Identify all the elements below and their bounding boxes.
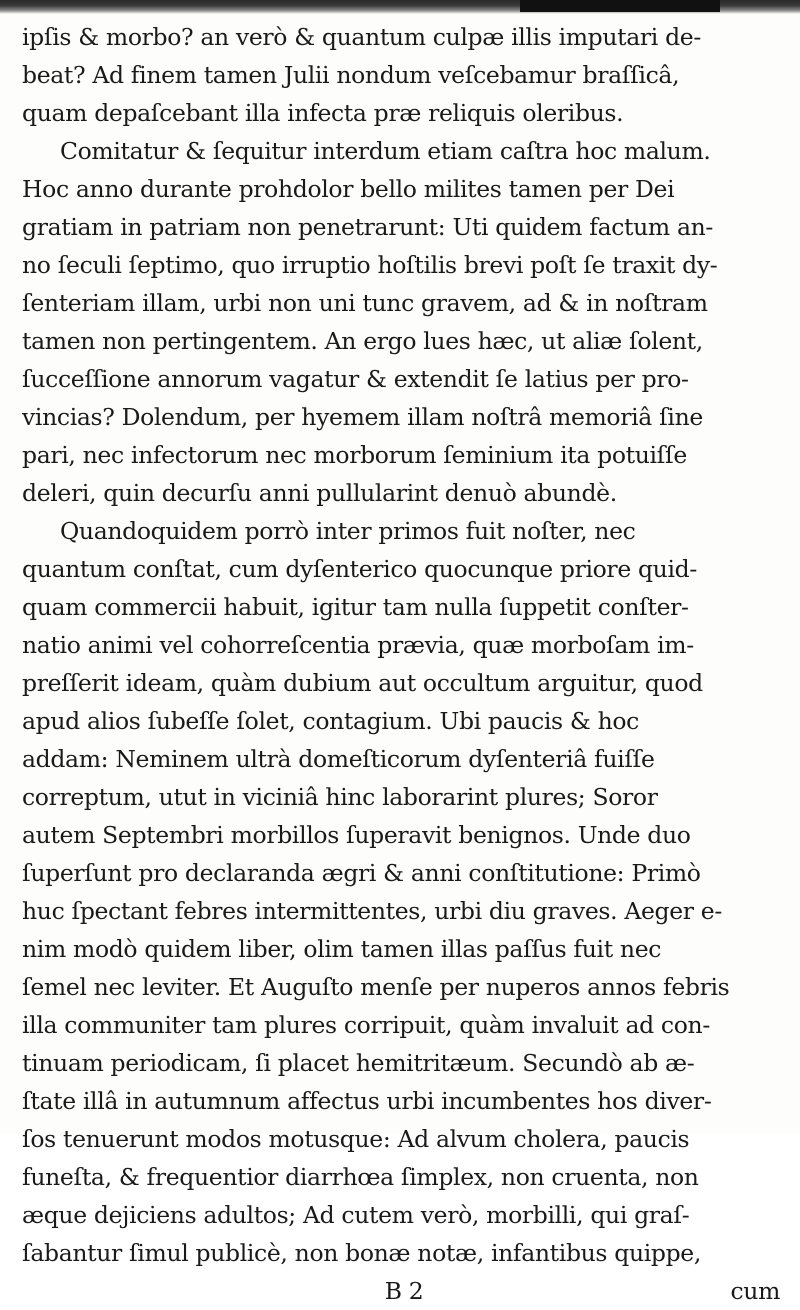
- text-line: ſenteriam illam, urbi non uni tunc gravem, ad & in noſtram: [22, 289, 708, 317]
- signature-mark: B 2: [384, 1277, 424, 1305]
- text-line: quantum conſtat, cum dyſenterico quocunque priore quid-: [22, 555, 697, 583]
- text-line: funeſta, & frequentior diarrhœa ſimplex, non cruenta, non: [22, 1163, 699, 1191]
- text-line: Quandoquidem porrò inter primos fuit noſter, nec: [60, 517, 636, 545]
- text-line: ſtate illâ in autumnum affectus urbi incumbentes hos diver-: [22, 1087, 712, 1115]
- text-line: ſuperſunt pro declaranda ægri & anni conſtitutione: Primò: [22, 859, 701, 887]
- text-line: tinuam periodicam, ſi placet hemitritæum. Secundò ab æ-: [22, 1049, 695, 1077]
- text-line: ipſis & morbo? an verò & quantum culpæ illis imputari de-: [22, 23, 701, 51]
- text-line: Hoc anno durante prohdolor bello milites tamen per Dei: [22, 175, 675, 203]
- text-line: gratiam in patriam non penetrarunt: Uti quidem factum an-: [22, 213, 714, 241]
- text-line: natio animi vel cohorreſcentia prævia, quæ morboſam im-: [22, 631, 694, 659]
- text-line: preſſerit ideam, quàm dubium aut occultum arguitur, quod: [22, 669, 703, 697]
- text-line: autem Septembri morbillos ſuperavit benignos. Unde duo: [22, 821, 691, 849]
- text-line: no ſeculi ſeptimo, quo irruptio hoſtilis brevi poſt ſe traxit dy-: [22, 251, 718, 279]
- text-line: beat? Ad finem tamen Julii nondum veſcebamur braſſicâ,: [22, 61, 680, 89]
- text-line: ſabantur ſimul publicè, non bonæ notæ, infantibus quippe,: [22, 1239, 701, 1267]
- text-line: quam commercii habuit, igitur tam nulla ſuppetit conſter-: [22, 593, 689, 621]
- text-line: huc ſpectant febres intermittentes, urbi diu graves. Aeger e-: [22, 897, 722, 925]
- text-line: nim modò quidem liber, olim tamen illas paſſus fuit nec: [22, 935, 662, 963]
- text-line: ſucceſſione annorum vagatur & extendit ſe latius per pro-: [22, 365, 689, 393]
- text-line: ſemel nec leviter. Et Auguſto menſe per nuperos annos febris: [22, 973, 730, 1001]
- text-line: ſos tenuerunt modos motusque: Ad alvum cholera, paucis: [22, 1125, 690, 1153]
- body-text: [22, 18, 792, 1310]
- text-line: addam: Neminem ultrà domeſticorum dyſenteriâ fuiſſe: [22, 745, 655, 773]
- text-line: illa communiter tam plures corripuit, quàm invaluit ad con-: [22, 1011, 710, 1039]
- text-line: quam depaſcebant illa infecta præ reliquis oleribus.: [22, 99, 624, 127]
- catchword: cum: [730, 1277, 780, 1305]
- text-line: correptum, utut in viciniâ hinc laborarint plures; Soror: [22, 783, 658, 811]
- text-line: æque dejiciens adultos; Ad cutem verò, morbilli, qui graſ-: [22, 1201, 690, 1229]
- text-line: Comitatur & ſequitur interdum etiam caſtra hoc malum.: [60, 137, 711, 165]
- top-border-rule: [0, 0, 800, 14]
- text-line: apud alios ſubeſſe ſolet, contagium. Ubi paucis & hoc: [22, 707, 639, 735]
- text-line: pari, nec infectorum nec morborum ſeminium ita potuiſſe: [22, 441, 687, 469]
- text-line: tamen non pertingentem. An ergo lues hæc, ut aliæ ſolent,: [22, 327, 703, 355]
- text-line: vincias? Dolendum, per hyemem illam noſtrâ memoriâ ſine: [22, 403, 703, 431]
- page-footer: [22, 1272, 792, 1310]
- text-line: deleri, quin decurſu anni pullularint denuò abundè.: [22, 479, 617, 507]
